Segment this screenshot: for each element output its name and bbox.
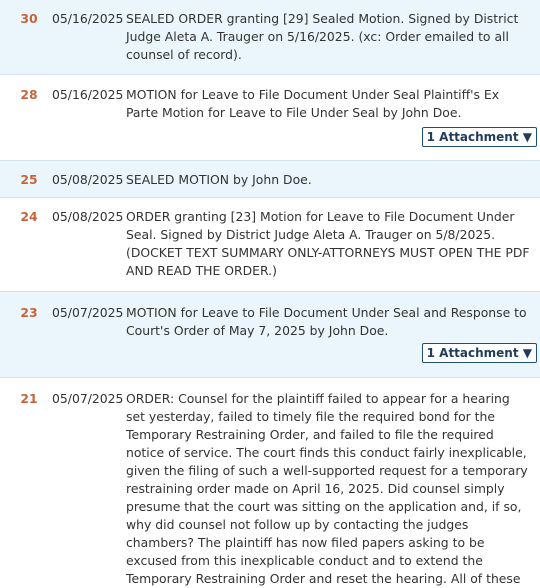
entry-text: MOTION for Leave to File Document Under Seal Plaintiff's Ex Parte Motion for Leave to File Under Seal by John Doe. [126,87,500,120]
docket-entry [0,292,540,378]
entry-date: 05/07/2025 [52,391,124,406]
entry-number[interactable]: 23 [20,305,38,320]
entry-text: MOTION for Leave to File Document Under Seal and Response to Court's Order of May 7, 2025 by John Doe. [126,305,527,338]
docket-entry [0,161,540,198]
entry-number[interactable]: 28 [20,87,38,102]
attachment-dropdown-button[interactable]: 1 Attachment ▼ [422,127,537,147]
attachment-row [0,125,540,151]
entry-text: ORDER: Counsel for the plaintiff failed to appear for a hearing set yesterday, failed to timely file the required bond for the Temporary Restraining Order, and failed to file the required notice of service. The court finds this conduct fairly inexplicable, given the filing of such a well-supported request for a temporary restraining order made on April 16, 2025. Did counsel simply presume that the court was sitting on the application and, if so, why did counsel not follow up by contacting the judges chambers? The plaintiff has now filed papers asking to be excused from this inexplicable conduct and to extend the Temporary Restraining Order and reset the hearing. All of these [126,391,528,586]
docket-entry [0,198,540,292]
entry-text: SEALED ORDER granting [29] Sealed Motion. Signed by District Judge Aleta A. Trauger on 5/16/2025. (xc: Order emailed to all counsel of record). [126,11,519,62]
docket-entry [0,0,540,75]
entry-date: 05/16/2025 [52,87,124,102]
entry-text: ORDER granting [23] Motion for Leave to File Document Under Seal. Signed by District Judge Aleta A. Trauger on 5/8/2025. (DOCKET TEXT SUMMARY ONLY-ATTORNEYS MUST OPEN THE PDF AND READ THE ORDER.) [126,209,530,278]
entry-number[interactable]: 25 [20,172,38,187]
entry-date: 05/08/2025 [52,172,124,187]
attachment-dropdown-button[interactable]: 1 Attachment ▼ [422,343,537,363]
entry-date: 05/08/2025 [52,209,124,224]
entry-number[interactable]: 21 [20,391,38,406]
entry-date: 05/16/2025 [52,11,124,26]
attachment-row [0,341,540,367]
entry-text: SEALED MOTION by John Doe. [126,172,312,187]
docket-entry [0,75,540,161]
entry-date: 05/07/2025 [52,305,124,320]
docket-entry [0,378,540,586]
entry-number[interactable]: 30 [20,11,38,26]
entry-number[interactable]: 24 [20,209,38,224]
